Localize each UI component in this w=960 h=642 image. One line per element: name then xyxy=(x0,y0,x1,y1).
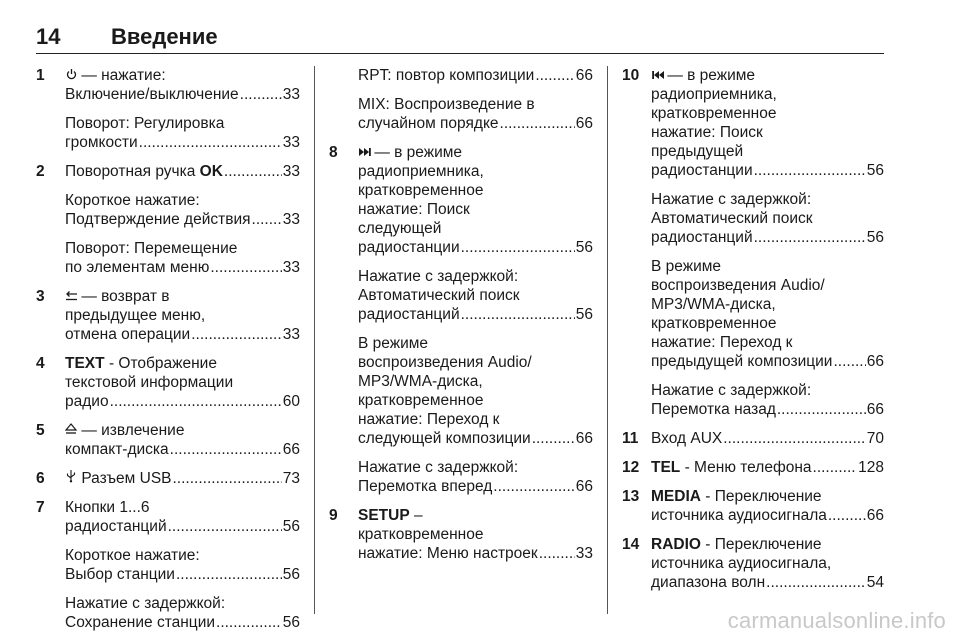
list-item-13: 13 MEDIA - Переключение источника аудиосигнала ..... 66 xyxy=(622,487,884,525)
column-3 xyxy=(622,66,884,602)
item-number: 11 xyxy=(622,430,639,447)
list-item-8: 8 — в режиме радиоприемника, кратковременное нажатие: Поиск следующей радиостанции ..... 56 Нажатие с задержкой: Автоматический поиск радиостанций ..... 56 В режиме воспроизведения Audio/ MP3/WMA-диска, кратковременное нажатие: Переход к следующей композиции ..... 66 Нажатие с задержкой: Перемотка вперед ..... 66 xyxy=(329,143,593,496)
header-rule xyxy=(36,53,884,54)
item-number: 6 xyxy=(36,470,45,487)
item-number: 12 xyxy=(622,459,640,476)
list-item-7-continued: RPT: повтор композиции ..... 66 MIX: Воспроизведение в случайном порядке ..... 66 xyxy=(329,66,593,133)
item-number: 14 xyxy=(622,536,640,553)
column-divider xyxy=(607,66,608,614)
item-number: 10 xyxy=(622,67,640,84)
page-number: 14 xyxy=(36,24,61,49)
list-item-11: 11 Вход AUX ..... 70 xyxy=(622,429,884,448)
next-track-icon xyxy=(358,143,370,162)
list-item-4: 4 TEXT - Отображение текстовой информации радио ..... 60 xyxy=(36,354,300,411)
list-item-6: 6 Разъем USB ..... 73 xyxy=(36,469,300,488)
column-divider xyxy=(314,66,315,614)
back-arrow-icon xyxy=(65,287,77,306)
item-number: 7 xyxy=(36,499,45,516)
page-header xyxy=(36,24,884,54)
list-item-10: 10 — в режиме радиоприемника, кратковременное нажатие: Поиск предыдущей радиостанции ..... 56 Нажатие с задержкой: Автоматический поиск радиостанций ..... 56 В режиме воспроизведения Audio/ MP3/WMA-диска, кратковременное нажатие: Переход к предыдущей композиции ..... 66 Нажатие с задержкой: Перемотка назад ..... 66 xyxy=(622,66,884,419)
list-item-7: 7 Кнопки 1...6 радиостанций ..... 56 Короткое нажатие: Выбор станции ..... 56 Нажатие с задержкой: Сохранение станции ..... 56 xyxy=(36,498,300,632)
item-number: 9 xyxy=(329,507,338,524)
page-title: Введение xyxy=(111,24,218,49)
item-number: 8 xyxy=(329,144,338,161)
power-icon xyxy=(65,66,77,85)
column-1 xyxy=(36,66,300,642)
list-item-3: 3 — возврат в предыдущее меню, отмена операции ..... 33 xyxy=(36,287,300,344)
item-number: 4 xyxy=(36,355,45,372)
watermark: carmanualsonline.info xyxy=(727,608,946,633)
list-item-2: 2 Поворотная ручка OK ..... 33 Короткое нажатие: Подтверждение действия ..... 33 Поворот: Перемещение по элементам меню ..... 33 xyxy=(36,162,300,277)
list-item-1: 1 — нажатие: Включение/выключение ..... 33 Поворот: Регулировка громкости ..... 33 xyxy=(36,66,300,152)
item-number: 2 xyxy=(36,163,45,180)
usb-icon xyxy=(65,469,77,488)
list-item-5: 5 — извлечение компакт-диска ..... 66 xyxy=(36,421,300,459)
column-2 xyxy=(329,66,593,573)
item-number: 1 xyxy=(36,67,45,84)
item-number: 13 xyxy=(622,488,640,505)
item-number: 3 xyxy=(36,288,45,305)
previous-track-icon xyxy=(651,66,663,85)
list-item-9: 9 SETUP – кратковременное нажатие: Меню настроек ..... 33 xyxy=(329,506,593,563)
eject-icon xyxy=(65,421,77,440)
item-number: 5 xyxy=(36,422,45,439)
list-item-14: 14 RADIO - Переключение источника аудиосигнала, диапазона волн ..... 54 xyxy=(622,535,884,592)
list-item-12: 12 TEL - Меню телефона ..... 128 xyxy=(622,458,884,477)
